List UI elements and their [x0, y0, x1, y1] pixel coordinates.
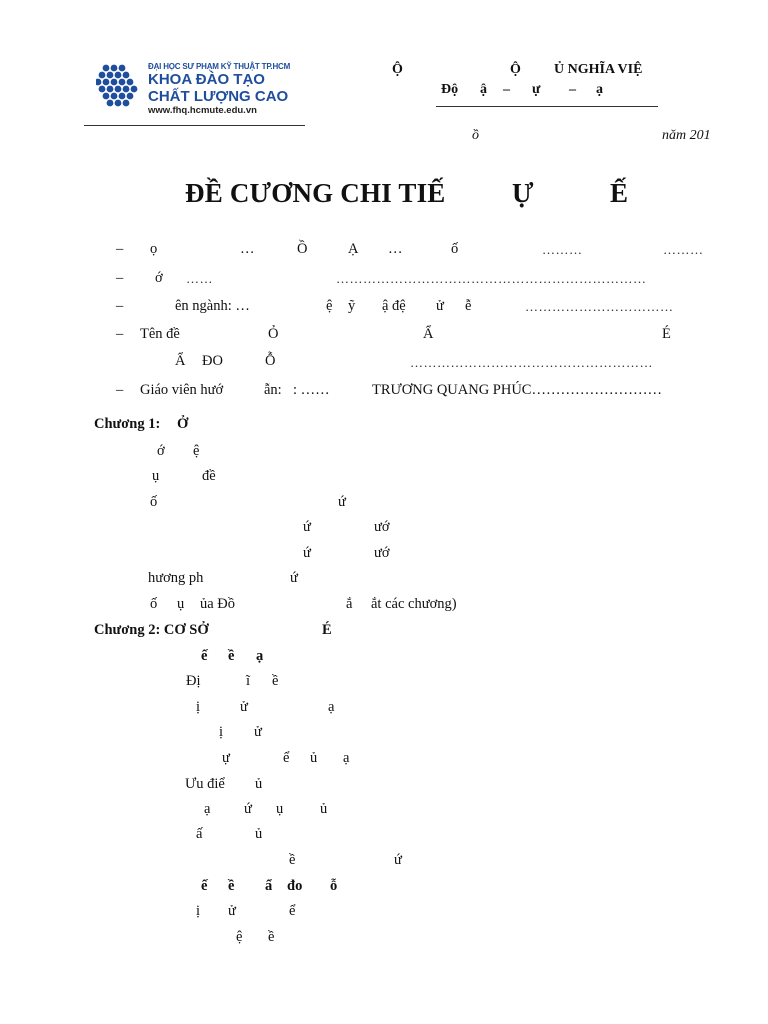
outline-fragment: ạ	[328, 699, 335, 715]
outline-fragment: đo	[287, 878, 303, 894]
info-fragment: ố	[451, 241, 459, 257]
outline-fragment: ề	[272, 673, 279, 689]
motto-fragment: ự	[532, 82, 541, 97]
outline-fragment: ủ	[320, 801, 328, 817]
outline-fragment: ị	[219, 724, 224, 740]
outline-fragment: ị	[196, 699, 201, 715]
list-dash: –	[116, 270, 124, 286]
date-fragment: ồ	[472, 128, 479, 143]
outline-fragment: ề	[289, 852, 296, 868]
outline-fragment: ố	[150, 494, 158, 510]
info-fragment: ậ đệ	[382, 298, 406, 314]
info-fragment: ử	[436, 298, 444, 314]
outline-fragment: Ưu điể	[185, 776, 225, 792]
outline-fragment: ệ	[193, 443, 200, 459]
outline-fragment: ỗ	[330, 878, 338, 894]
outline-fragment: ứ	[394, 852, 402, 868]
chapter-2-heading: Chương 2: CƠ SỞ	[94, 622, 209, 638]
info-fragment: É	[662, 326, 671, 342]
info-fragment: ớ	[155, 270, 163, 286]
outline-fragment: ử	[228, 903, 236, 919]
advisor-name: TRƯƠNG QUANG PHÚC………………………	[372, 382, 662, 398]
outline-fragment: ố	[150, 596, 158, 612]
fill-dots: ……………………………………………………………	[336, 271, 647, 286]
fill-dots: ……………………………	[525, 299, 674, 314]
outline-fragment: ứ	[290, 570, 298, 586]
info-fragment: Tên đề	[140, 326, 180, 342]
logo-url: www.fhq.hcmute.edu.vn	[148, 105, 257, 116]
outline-fragment: ự	[222, 750, 230, 766]
fill-dots: ……	[186, 271, 213, 286]
outline-fragment: hương ph	[148, 570, 204, 586]
hexagon-cluster-logo-icon	[96, 62, 142, 108]
info-fragment: ọ	[150, 241, 158, 257]
info-fragment: …	[388, 241, 403, 257]
header-fragment: Ộ	[510, 62, 521, 77]
outline-fragment: ụ	[177, 596, 185, 612]
info-fragment: ĐO	[202, 353, 223, 369]
fill-dots: ………………………………………………	[410, 355, 653, 370]
info-fragment: ẫn:	[264, 382, 282, 398]
outline-fragment: ớ	[157, 443, 165, 459]
list-dash: –	[116, 326, 124, 342]
outline-fragment: ạ	[343, 750, 350, 766]
title-part: Ự	[512, 178, 534, 208]
chapter-1-heading: Chương 1:	[94, 416, 161, 432]
outline-fragment: ứ	[303, 519, 311, 535]
outline-fragment: ế	[201, 648, 208, 664]
outline-fragment: ử	[254, 724, 262, 740]
info-fragment: ên ngành: …	[175, 298, 250, 314]
outline-fragment: ẩ	[265, 878, 273, 894]
chapter-1-heading-fragment: Ở	[177, 416, 189, 432]
info-fragment: Ỏ	[268, 326, 279, 342]
outline-fragment: ủ	[255, 776, 263, 792]
outline-fragment: ĩ	[246, 673, 251, 689]
outline-fragment: ấ	[196, 826, 203, 842]
outline-fragment: ề	[268, 929, 275, 945]
logo-faculty-line2: CHẤT LƯỢNG CAO	[148, 88, 289, 105]
outline-fragment: ạ	[256, 648, 264, 664]
outline-fragment: đề	[202, 468, 216, 484]
header-fragment: Ủ NGHĨA VIỆ	[554, 62, 643, 77]
motto-fragment: Độ	[441, 82, 459, 97]
outline-fragment: ủ	[310, 750, 318, 766]
outline-fragment: ạ	[204, 801, 211, 817]
info-fragment: Ạ	[348, 241, 359, 257]
motto-fragment: –	[569, 82, 576, 97]
info-fragment: Ẩ	[175, 353, 186, 369]
motto-fragment: ậ	[480, 82, 487, 97]
header-fragment: Ộ	[392, 62, 403, 77]
motto-fragment: –	[503, 82, 510, 97]
fill-dots: ………	[663, 242, 704, 257]
info-fragment: Ỗ	[265, 353, 276, 369]
outline-fragment: ệ	[236, 929, 243, 945]
outline-fragment: ứ	[338, 494, 346, 510]
header-divider	[436, 106, 658, 107]
outline-fragment: ụ	[152, 468, 160, 484]
info-fragment: : ……	[293, 382, 330, 398]
fill-dots: ………	[542, 242, 583, 257]
info-fragment: Ẩ	[423, 326, 434, 342]
outline-fragment: ắ	[346, 596, 353, 612]
outline-fragment: ụ	[276, 801, 284, 817]
list-dash: –	[116, 241, 124, 257]
info-fragment: Giáo viên hướ	[140, 382, 224, 398]
outline-fragment: ị	[196, 903, 201, 919]
outline-fragment: ử	[240, 699, 248, 715]
info-fragment: ỹ	[348, 298, 356, 314]
outline-fragment: ề	[228, 648, 235, 664]
title-part: ĐỀ CƯƠNG CHI TIẾ	[185, 178, 446, 208]
outline-fragment: ủa Đồ	[200, 596, 236, 612]
info-fragment: Ồ	[297, 241, 308, 257]
outline-fragment: ướ	[374, 519, 390, 535]
outline-fragment: ề	[228, 878, 235, 894]
list-dash: –	[116, 382, 124, 398]
info-fragment: ễ	[465, 298, 472, 314]
title-part: Ế	[610, 178, 629, 208]
outline-fragment: ể	[283, 750, 290, 766]
date-year: năm 201	[662, 128, 711, 143]
outline-fragment: ứ	[244, 801, 252, 817]
chapter-2-heading-fragment: É	[322, 622, 332, 638]
motto-fragment: ạ	[596, 82, 603, 97]
logo-divider	[84, 125, 305, 126]
outline-fragment: ứ	[303, 545, 311, 561]
outline-fragment: ế	[201, 878, 208, 894]
logo-university-name: ĐẠI HỌC SƯ PHẠM KỸ THUẬT TP.HCM	[148, 62, 291, 71]
logo-faculty-line1: KHOA ĐÀO TẠO	[148, 71, 265, 88]
outline-fragment: ắt các chương)	[371, 596, 457, 612]
outline-fragment: ủ	[255, 826, 263, 842]
outline-fragment: ướ	[374, 545, 390, 561]
info-fragment: ệ	[326, 298, 333, 314]
outline-fragment: Đị	[186, 673, 201, 689]
info-fragment: …	[240, 241, 255, 257]
outline-fragment: ể	[289, 903, 296, 919]
list-dash: –	[116, 298, 124, 314]
